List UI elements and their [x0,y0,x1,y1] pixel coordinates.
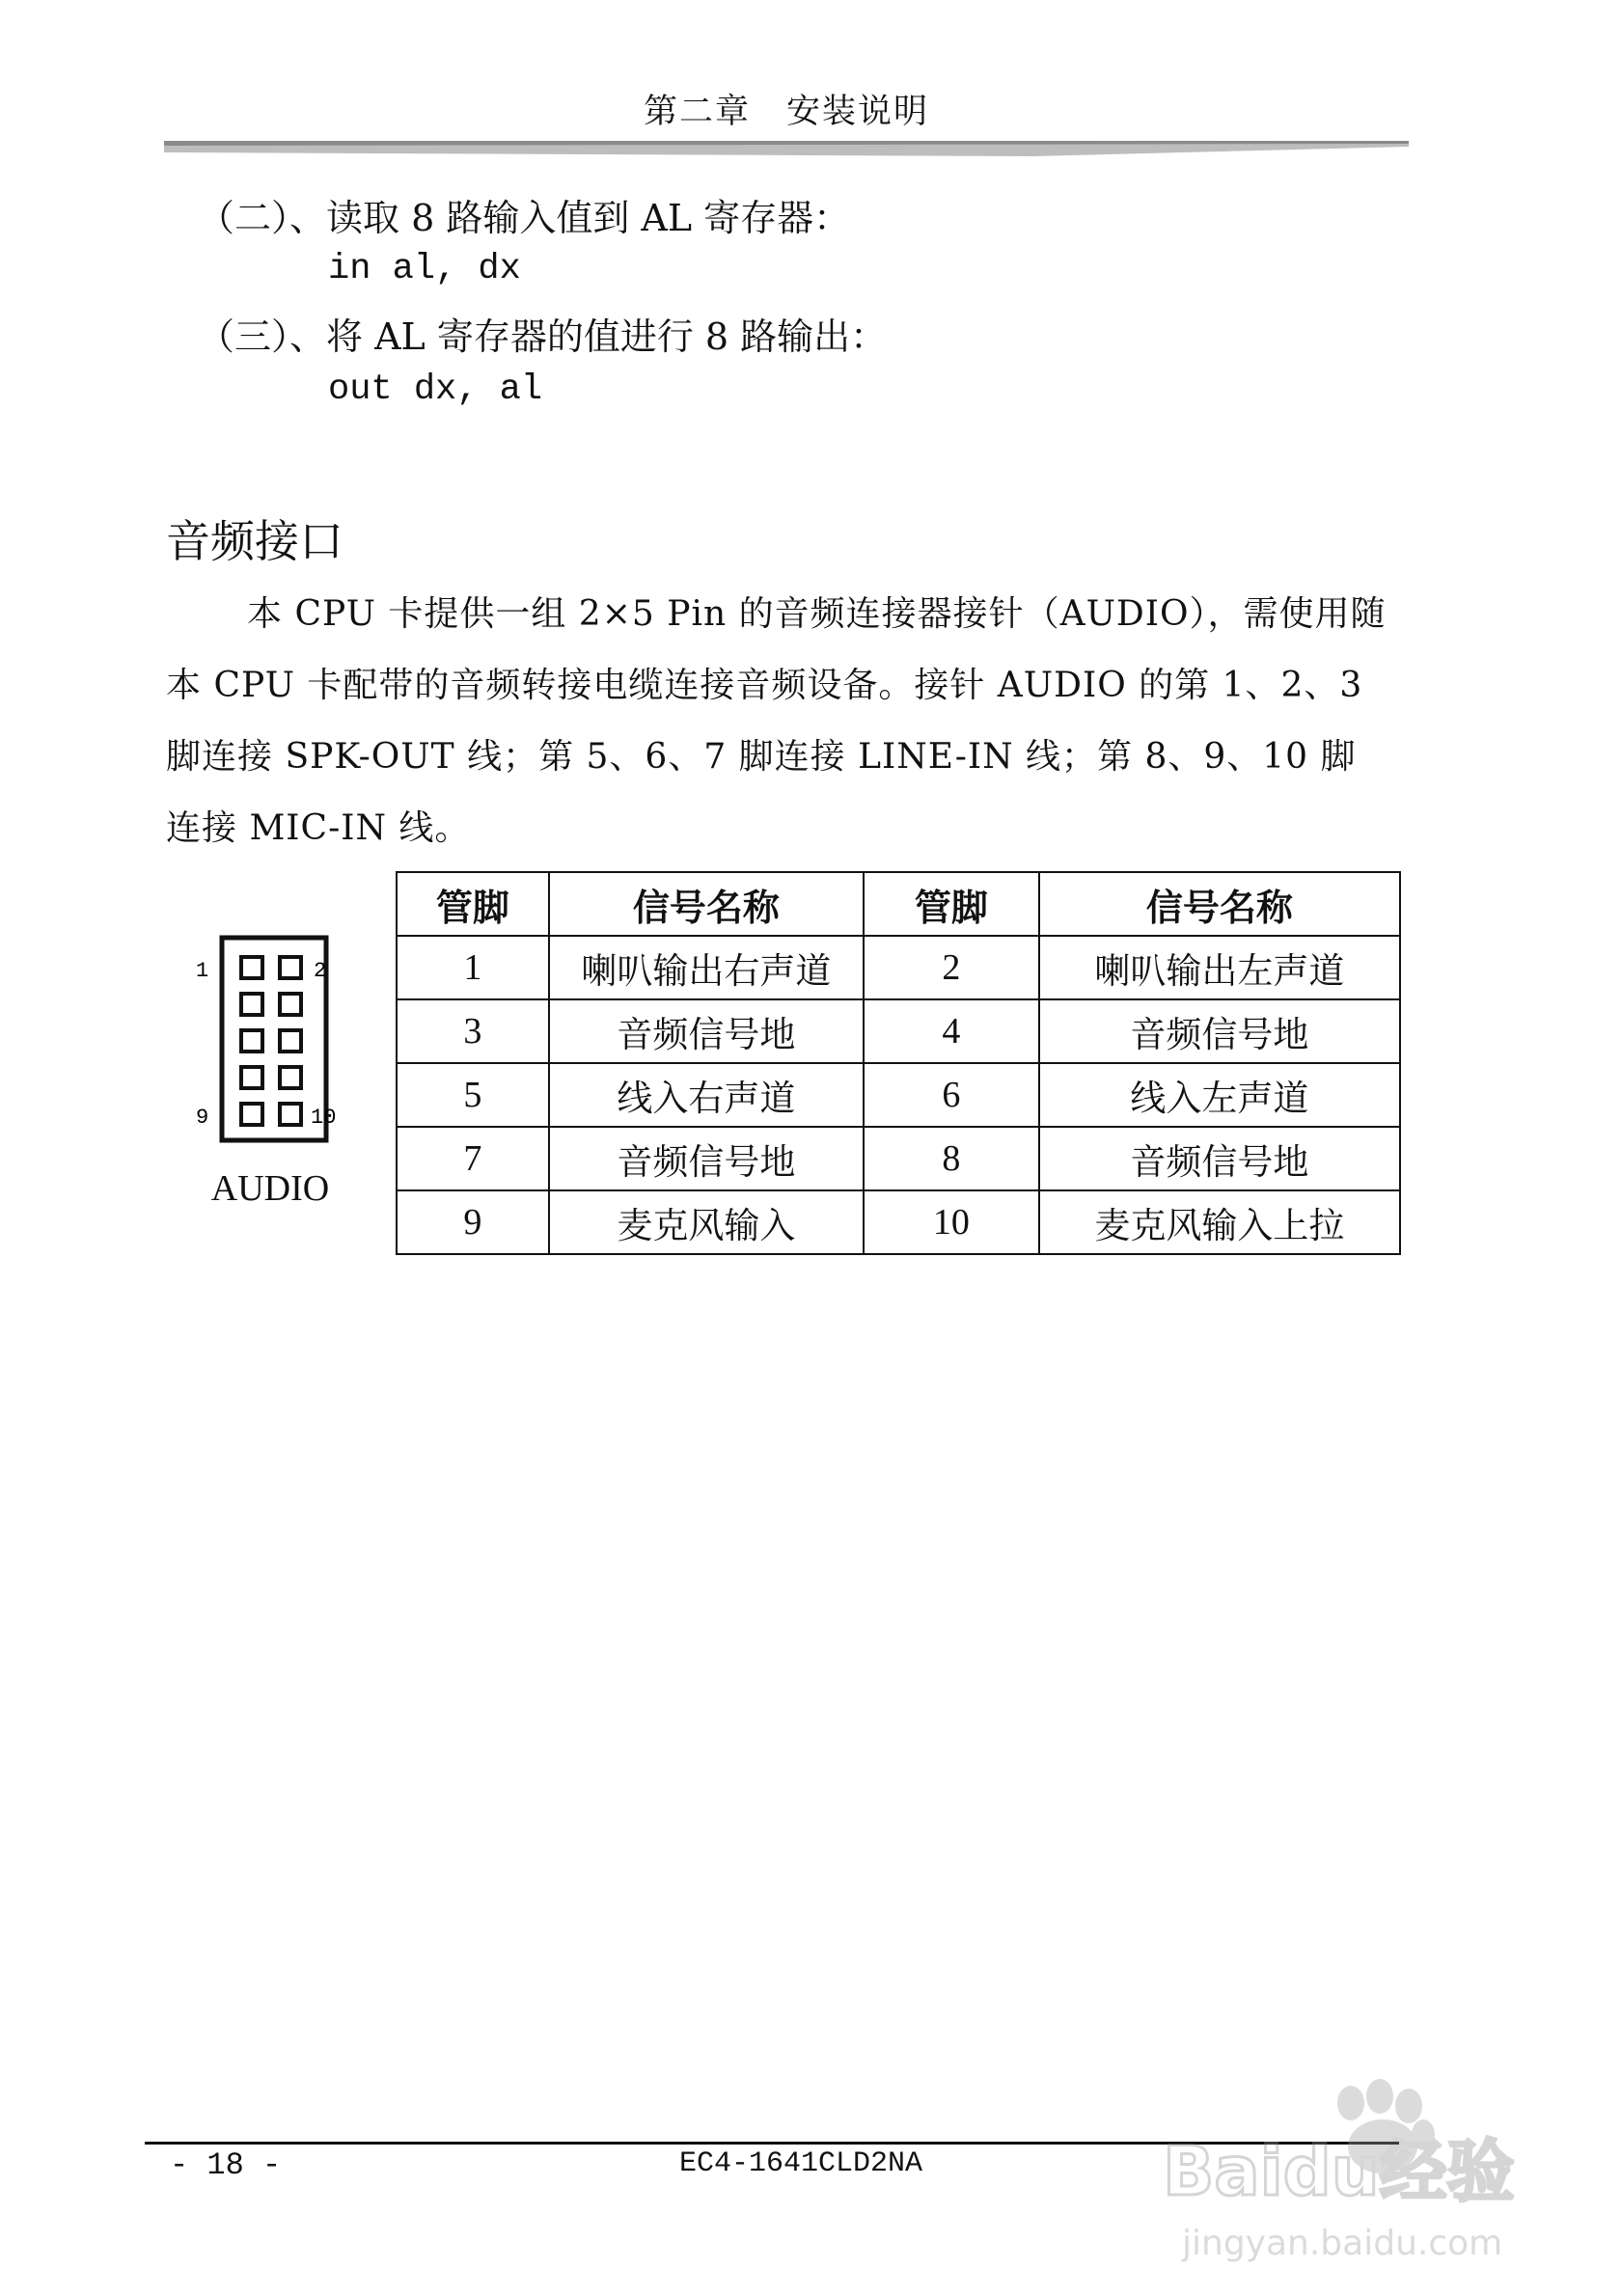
pin-number: 3 [397,999,549,1063]
pin-number: 7 [397,1127,549,1190]
signal-name: 音频信号地 [1039,1127,1400,1190]
signal-name: 音频信号地 [1039,999,1400,1063]
table-row [397,999,1400,1063]
signal-name: 麦克风输入上拉 [1039,1190,1400,1254]
table-row [397,1063,1400,1127]
pin-label-2: 2 [314,959,327,983]
pin-number: 1 [397,936,549,999]
header-pin: 管脚 [397,872,549,936]
step-2-code: in al, dx [328,249,521,289]
pin-number: 9 [397,1190,549,1254]
connector-label: AUDIO [210,1168,330,1209]
page-header-title: 第二章 安装说明 [643,93,929,131]
table-row [397,1190,1400,1254]
header-signal: 信号名称 [1039,872,1400,936]
table-header-row [397,872,1400,936]
watermark-brand: Baidu经验 [1163,2132,1515,2211]
step-3-code: out dx, al [328,369,543,410]
audio-connector-diagram [188,928,362,1150]
page-number: - 18 - [170,2147,282,2183]
signal-name: 喇叭输出右声道 [549,936,864,999]
pin-label-10: 10 [311,1106,337,1130]
pin-number: 4 [864,999,1039,1063]
watermark-url: jingyan.baidu.com [1182,2224,1503,2263]
pin-table [396,871,1401,1255]
header-rule [164,141,1409,156]
signal-name: 线入右声道 [549,1063,864,1127]
pin-number: 5 [397,1063,549,1127]
pin-number: 6 [864,1063,1039,1127]
table-row [397,936,1400,999]
table-row [397,1127,1400,1190]
section-paragraph [166,579,1391,864]
pin-number: 2 [864,936,1039,999]
pin-label-9: 9 [196,1106,209,1130]
section-title: 音频接口 [166,515,343,567]
header-signal: 信号名称 [549,872,864,936]
signal-name: 音频信号地 [549,1127,864,1190]
model-number: EC4-1641CLD2NA [678,2147,923,2180]
pin-number: 10 [864,1190,1039,1254]
signal-name: 麦克风输入 [549,1190,864,1254]
signal-name: 喇叭输出左声道 [1039,936,1400,999]
pin-number: 8 [864,1127,1039,1190]
signal-name: 线入左声道 [1039,1063,1400,1127]
paragraph-text: 本 CPU 卡提供一组 2×5 Pin 的音频连接器接针（AUDIO），需使用随本 CPU 卡配带的音频转接电缆连接音频设备。接针 AUDIO 的第 1、2、3 脚连接 SPK-OUT 线；第 5、6、7 脚连接 LINE-IN 线；第 8、9、10 脚连接 MIC-IN 线。 [166,594,1387,848]
pin-label-1: 1 [196,959,209,983]
step-3-label: （三）、将 AL 寄存器的值进行 8 路输出： [198,315,888,358]
signal-name: 音频信号地 [549,999,864,1063]
step-2-label: （二）、读取 8 路输入值到 AL 寄存器： [198,197,851,239]
header-pin: 管脚 [864,872,1039,936]
watermark-logo [1143,2069,1568,2277]
